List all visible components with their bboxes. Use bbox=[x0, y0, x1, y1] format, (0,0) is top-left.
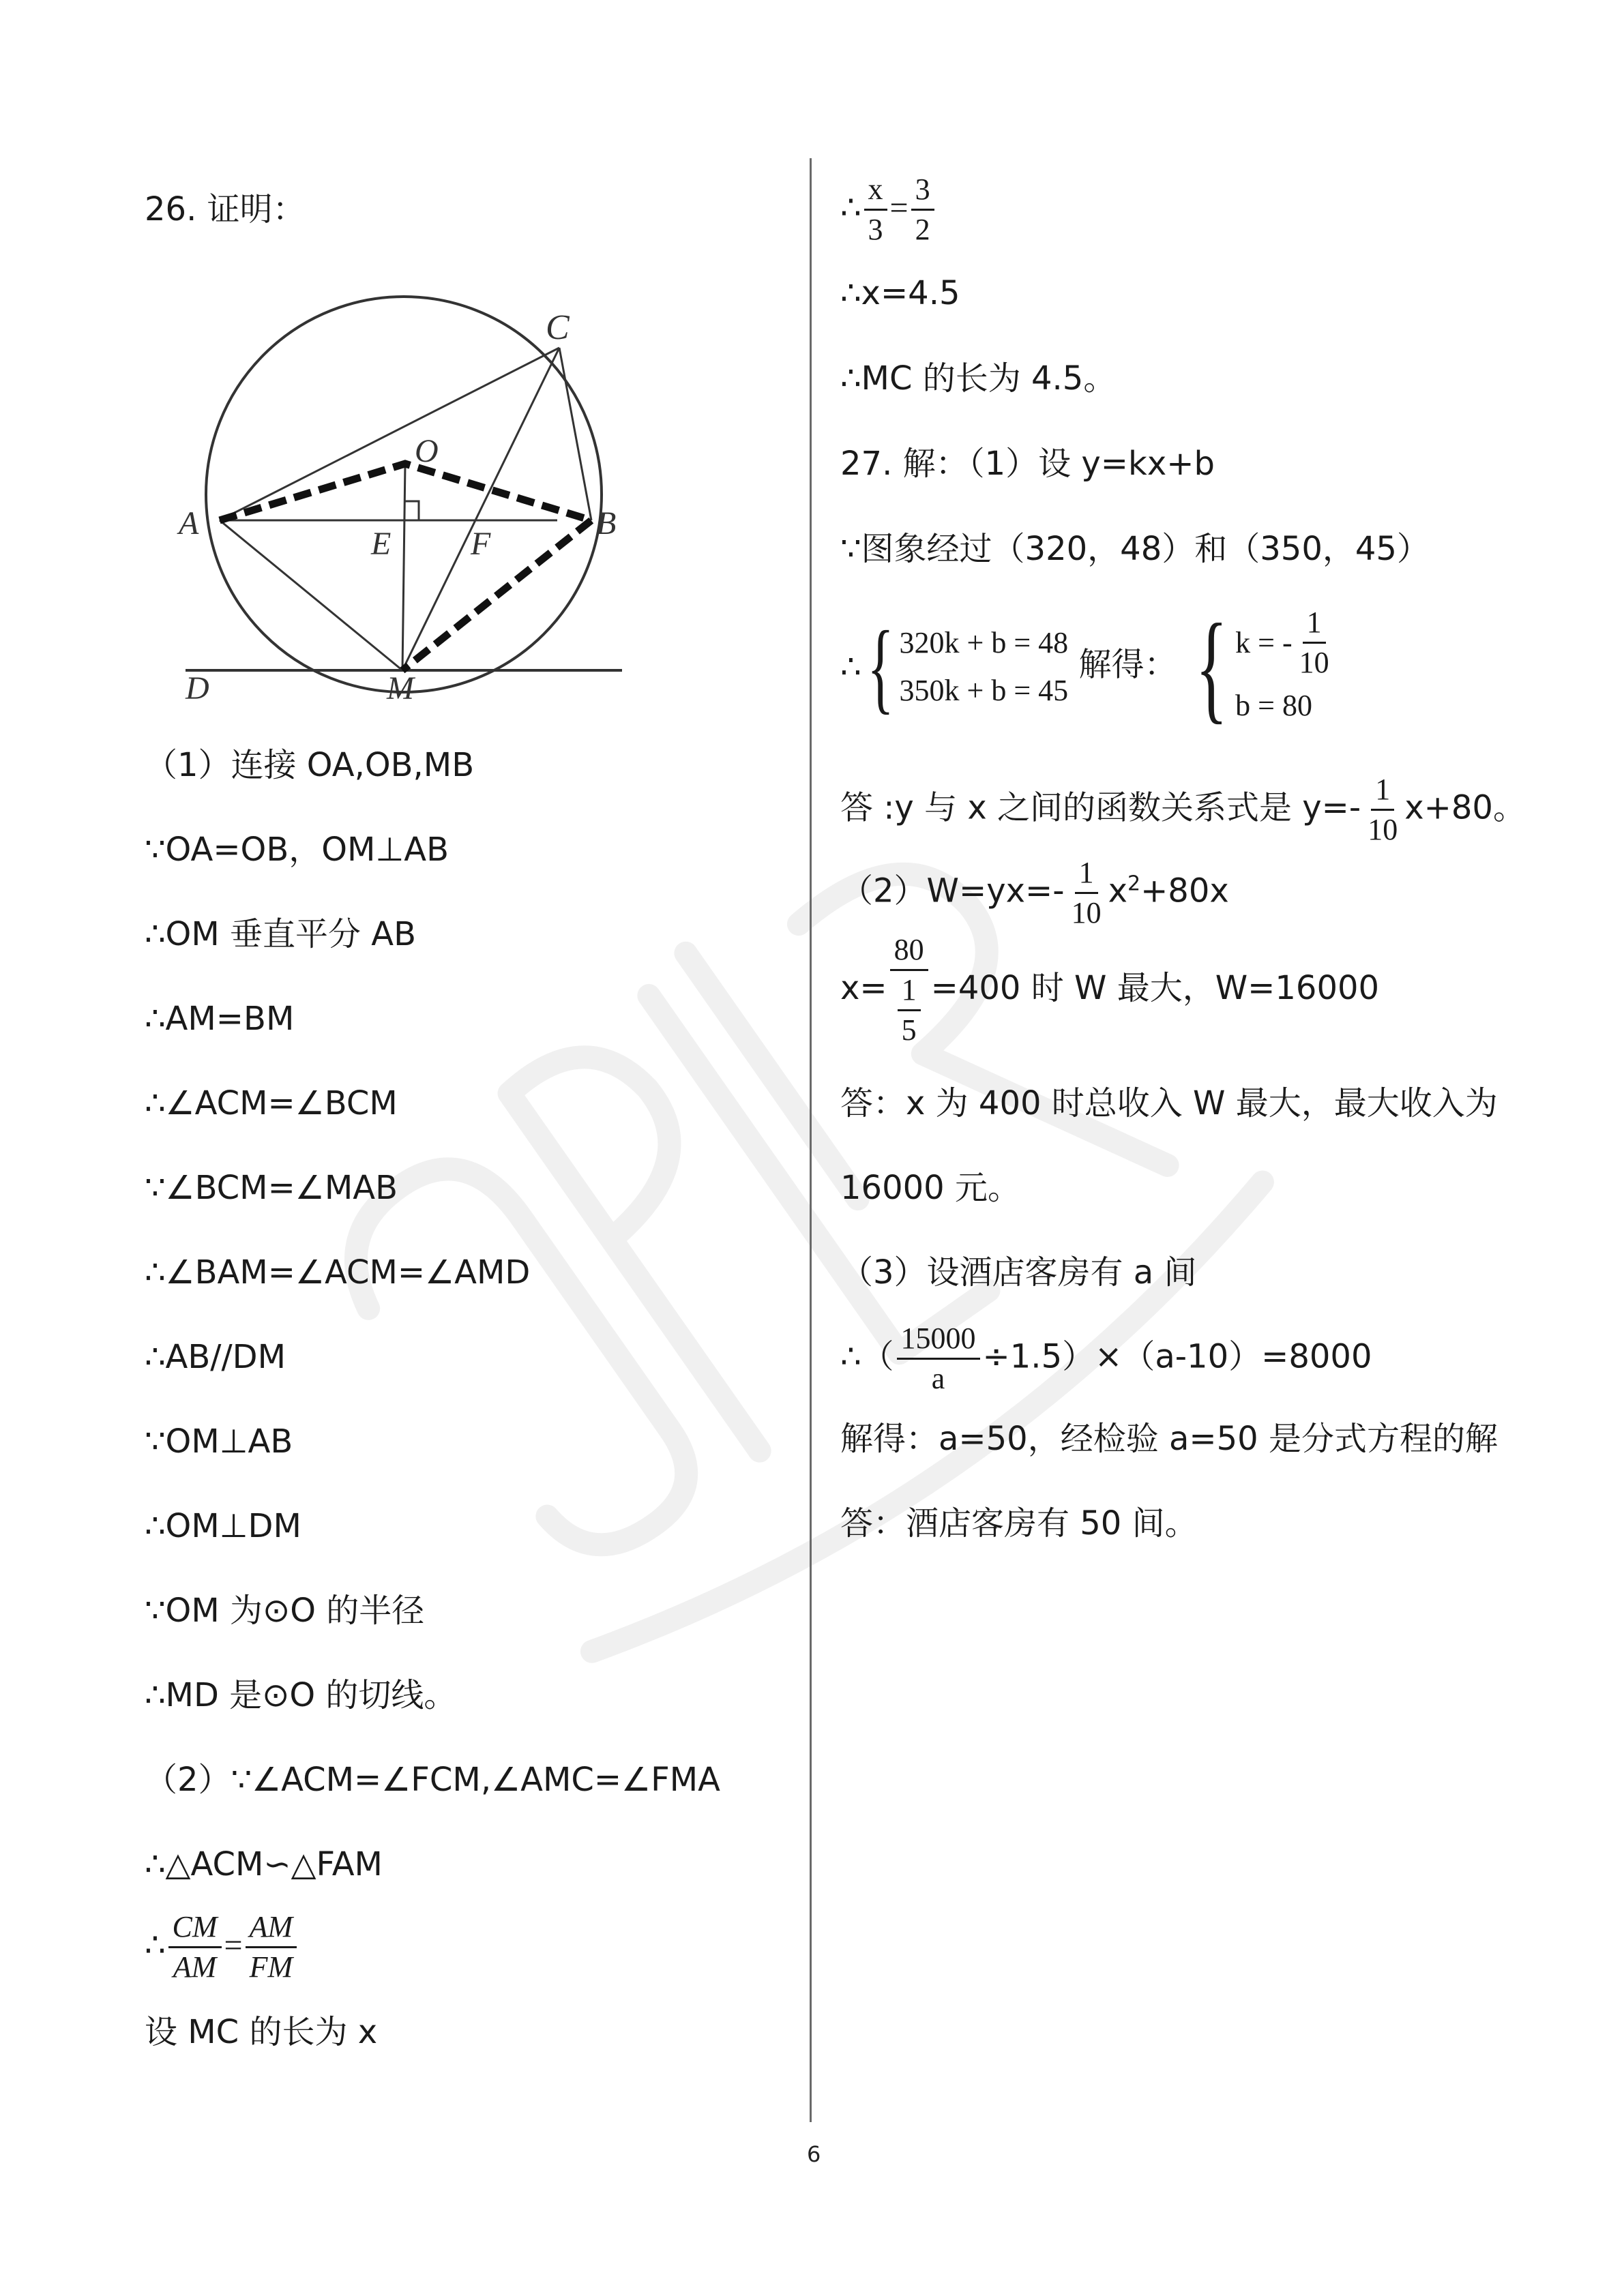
fraction-1-10 bbox=[1295, 603, 1333, 682]
fraction-1-10 bbox=[1363, 771, 1402, 849]
fraction-cm-am bbox=[168, 1908, 222, 1986]
label-point-o: O bbox=[415, 433, 439, 469]
geometry-figure bbox=[179, 263, 663, 706]
step-line: ∴AB//DM bbox=[145, 1338, 286, 1376]
step-line: （2）∵∠ACM=∠FCM,∠AMC=∠FMA bbox=[145, 1761, 720, 1799]
fraction-numerator: 15000 bbox=[897, 1320, 980, 1360]
fraction-numerator: 80 bbox=[890, 931, 928, 971]
ratio-prefix: ∴ bbox=[145, 1926, 166, 1965]
label-point-a: A bbox=[179, 505, 199, 541]
step-line: ∴AM=BM bbox=[145, 1000, 295, 1038]
answer-line: 答：酒店客房有 50 间。 bbox=[840, 1504, 1198, 1542]
fraction-numerator: 1 bbox=[1075, 854, 1098, 894]
fraction-denominator: FM bbox=[249, 1950, 293, 1984]
fraction-denominator: AM bbox=[173, 1950, 217, 1984]
eq3-suffix: ÷1.5）×（a-10）=8000 bbox=[982, 1337, 1372, 1376]
step-line: ∴∠BAM=∠ACM=∠AMD bbox=[145, 1253, 531, 1292]
fraction-denominator: 10 bbox=[1071, 896, 1102, 929]
page-number: 6 bbox=[807, 2141, 821, 2167]
step-line: ∵OM⊥AB bbox=[145, 1422, 293, 1461]
chord-cb bbox=[559, 348, 591, 520]
fraction-denominator: 5 bbox=[901, 1013, 917, 1047]
step-line: ∵图象经过（320，48）和（350，45） bbox=[840, 530, 1430, 568]
ratio-equation bbox=[840, 170, 937, 249]
step-line: ∴OM⊥DM bbox=[145, 1507, 301, 1545]
step-line: 设 MC 的长为 x bbox=[145, 2013, 378, 2051]
label-point-c: C bbox=[546, 308, 570, 347]
variable-x: x bbox=[1108, 871, 1127, 910]
fraction-numerator: x bbox=[864, 170, 887, 211]
part2-suffix: +80x bbox=[1140, 871, 1229, 910]
label-point-m: M bbox=[387, 670, 414, 706]
system-equation-1: 320k + b = 48 bbox=[899, 625, 1069, 659]
fraction-denominator: 10 bbox=[1299, 646, 1329, 679]
answer-line: 答：x 为 400 时总收入 W 最大，最大收入为 bbox=[840, 1084, 1498, 1122]
linear-system bbox=[840, 610, 1069, 724]
label-point-b: B bbox=[596, 505, 617, 541]
xmax-prefix: x= bbox=[840, 969, 887, 1007]
solution-line: 解得：a=50，经检验 a=50 是分式方程的解 bbox=[840, 1420, 1498, 1458]
label-point-e: E bbox=[371, 526, 392, 562]
answer-suffix: x+80。 bbox=[1404, 788, 1526, 827]
left-brace: { bbox=[866, 610, 894, 724]
right-angle-mark bbox=[405, 501, 419, 520]
answer-line bbox=[840, 771, 1526, 849]
fraction-numerator: 1 bbox=[1303, 603, 1326, 644]
fraction-15000-a bbox=[897, 1320, 980, 1398]
step-line: ∵∠BCM=∠MAB bbox=[145, 1169, 398, 1207]
fraction-1-10 bbox=[1067, 854, 1106, 932]
xmax-suffix: =400 时 W 最大，W=16000 bbox=[930, 969, 1380, 1007]
xmax-line bbox=[840, 931, 1379, 1049]
solve-label: 解得： bbox=[1078, 645, 1177, 684]
fraction-numerator: CM bbox=[168, 1908, 222, 1948]
solution-k bbox=[1235, 603, 1335, 682]
step-line: ∴OM 垂直平分 AB bbox=[145, 915, 417, 953]
solution-system bbox=[1187, 598, 1336, 734]
complex-fraction bbox=[890, 931, 928, 1049]
step-line: ∴MD 是⊙O 的切线。 bbox=[145, 1676, 457, 1714]
equation-3 bbox=[840, 1320, 1372, 1398]
label-point-f: F bbox=[471, 526, 491, 562]
solution-lines bbox=[1235, 603, 1335, 730]
solution-b: b = 80 bbox=[1235, 689, 1312, 722]
part3-line: （3）设酒店客房有 a 间 bbox=[840, 1253, 1197, 1292]
equation-system bbox=[840, 598, 1336, 734]
equals-sign: = bbox=[889, 190, 909, 226]
fraction-denominator: 2 bbox=[915, 213, 930, 246]
system-prefix: ∴ bbox=[840, 647, 861, 686]
answer-line: 16000 元。 bbox=[840, 1169, 1020, 1207]
system-equations bbox=[900, 619, 1069, 715]
eq3-prefix: ∴（ bbox=[840, 1337, 894, 1376]
part2-prefix: （2）W=yx=- bbox=[840, 871, 1065, 910]
fraction-am-fm bbox=[246, 1908, 297, 1986]
system-equation-2: 350k + b = 45 bbox=[899, 673, 1069, 707]
answer-prefix: 答 :y 与 x 之间的函数关系式是 y=- bbox=[840, 788, 1361, 827]
segment-om bbox=[402, 464, 405, 670]
ratio-prefix: ∴ bbox=[840, 188, 861, 227]
step-line: ∴△ACM∽△FAM bbox=[145, 1845, 383, 1883]
fraction-denominator: 3 bbox=[868, 213, 883, 246]
chord-cm bbox=[402, 348, 559, 670]
fraction-numerator: AM bbox=[246, 1908, 297, 1948]
step-line: ∴MC 的长为 4.5。 bbox=[840, 359, 1117, 398]
fraction-numerator: 3 bbox=[911, 170, 934, 211]
fraction-denominator: 10 bbox=[1368, 813, 1398, 846]
inner-fraction bbox=[898, 971, 921, 1049]
label-point-d: D bbox=[186, 670, 209, 706]
ratio-equation bbox=[145, 1908, 299, 1986]
fraction-3-2 bbox=[911, 170, 934, 249]
left-brace: { bbox=[1195, 598, 1228, 734]
fraction-numerator: 1 bbox=[898, 971, 921, 1011]
equals-sign: = bbox=[224, 1927, 243, 1964]
step-line: ∵OM 为⊙O 的半径 bbox=[145, 1592, 425, 1630]
fraction-denominator: a bbox=[931, 1362, 945, 1395]
fraction-numerator: 1 bbox=[1371, 771, 1394, 811]
problem-26-title: 26. 证明： bbox=[145, 190, 306, 228]
step-line: ∴x=4.5 bbox=[840, 274, 960, 312]
step-line: （1）连接 OA,OB,MB bbox=[145, 746, 475, 784]
problem-27-title: 27. 解：（1）设 y=kx+b bbox=[840, 445, 1215, 483]
step-line: ∵OA=OB，OM⊥AB bbox=[145, 831, 449, 869]
part2-line bbox=[840, 854, 1229, 932]
k-prefix: k = - bbox=[1235, 625, 1293, 659]
exponent: 2 bbox=[1127, 871, 1141, 896]
column-divider bbox=[810, 158, 812, 2122]
step-line: ∴∠ACM=∠BCM bbox=[145, 1084, 398, 1122]
fraction-x-3 bbox=[864, 170, 887, 249]
